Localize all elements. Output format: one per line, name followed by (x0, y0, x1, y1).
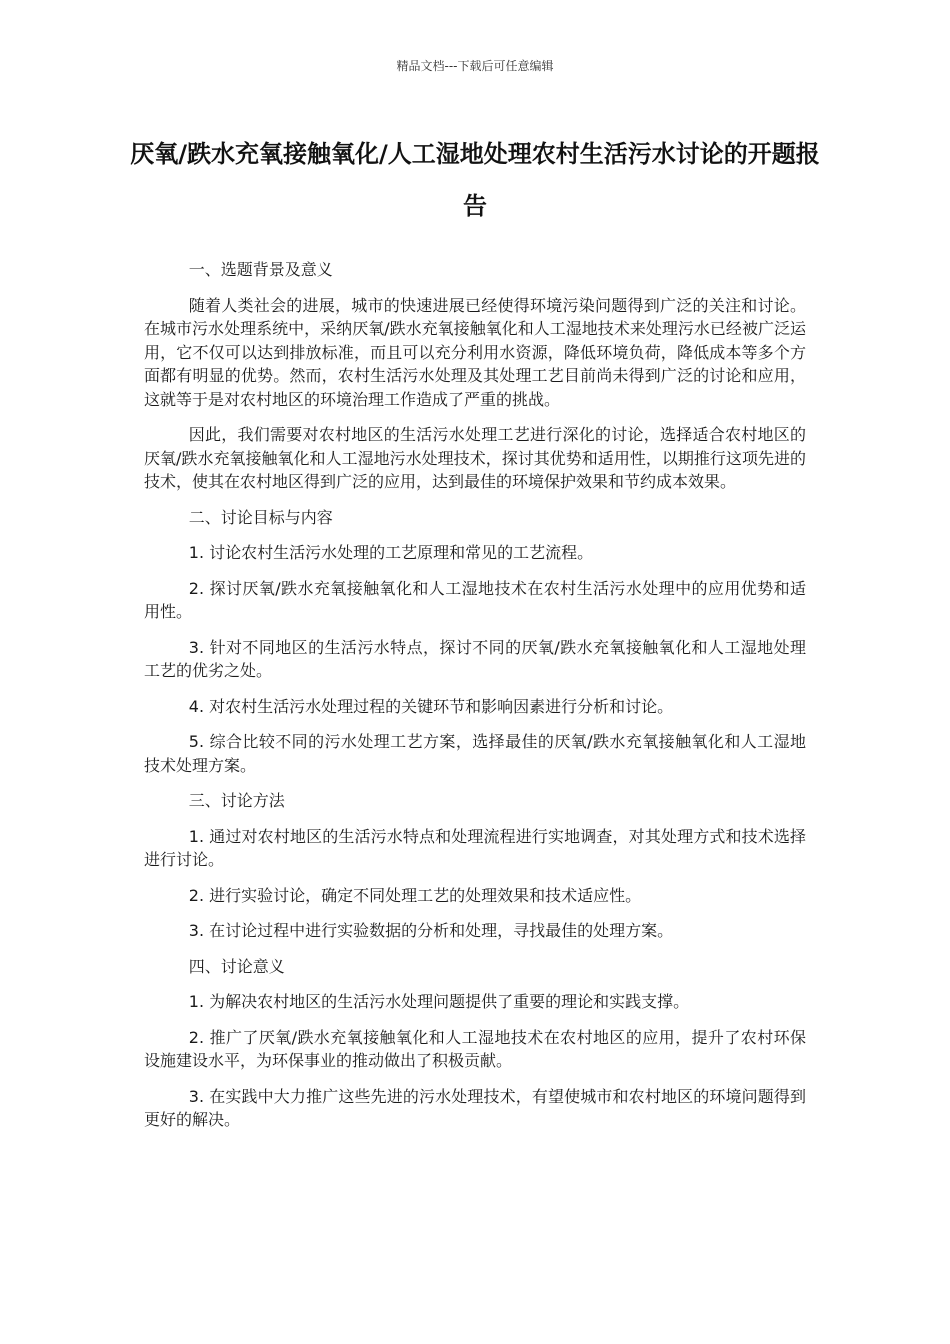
section-heading-goals: 二、讨论目标与内容 (188, 507, 333, 527)
list-item: 5. 综合比较不同的污水处理工艺方案，选择最佳的厌氧/跌水充氧接触氧化和人工湿地技术处理方案。 (144, 732, 806, 775)
list-item: 3. 针对不同地区的生活污水特点，探讨不同的厌氧/跌水充氧接触氧化和人工湿地处理工艺的优劣之处。 (144, 637, 806, 680)
list-item: 1. 为解决农村地区的生活污水处理问题提供了重要的理论和实践支撑。 (188, 992, 690, 1011)
list-item: 2. 推广了厌氧/跌水充氧接触氧化和人工湿地技术在农村地区的应用，提升了农村环保设施建设水平，为环保事业的推动做出了积极贡献。 (144, 1027, 806, 1070)
section-heading-methods: 三、讨论方法 (188, 791, 285, 810)
document-body (144, 258, 806, 1144)
list-item: 3. 在讨论过程中进行实验数据的分析和处理，寻找最佳的处理方案。 (188, 921, 674, 940)
paragraph: 随着人类社会的进展，城市的快速进展已经使得环境污染问题得到广泛的关注和讨论。在城市污水处理系统中，采纳厌氧/跌水充氧接触氧化和人工湿地技术来处理污水已经被广泛运用，它不仅可以达到排放标准，而且可以充分利用水资源，降低环境负荷，降低成本等多个方面都有明显的优势。然而，农村生活污水处理及其处理工艺目前尚未得到广泛的讨论和应用，这就等于是对农村地区的环境治理工作造成了严重的挑战。 (144, 295, 806, 409)
list-item: 1. 讨论农村生活污水处理的工艺原理和常见的工艺流程。 (188, 543, 594, 562)
list-item: 2. 进行实验讨论，确定不同处理工艺的处理效果和技术适应性。 (188, 885, 642, 905)
paragraph: 因此，我们需要对农村地区的生活污水处理工艺进行深化的讨论，选择适合农村地区的厌氧/跌水充氧接触氧化和人工湿地污水处理技术，探讨其优势和适用性，以期推行这项先进的技术，使其在农村地区得到广泛的应用，达到最佳的环境保护效果和节约成本效果。 (144, 425, 806, 491)
list-item: 2. 探讨厌氧/跌水充氧接触氧化和人工湿地技术在农村生活污水处理中的应用优势和适用性。 (144, 578, 806, 621)
page-header: 精品文档---下载后可任意编辑 (396, 59, 554, 73)
list-item: 3. 在实践中大力推广这些先进的污水处理技术，有望使城市和农村地区的环境问题得到更好的解决。 (144, 1086, 806, 1129)
document-title: 厌氧/跌水充氧接触氧化/人工湿地处理农村生活污水讨论的开题报告 (130, 140, 820, 220)
list-item: 4. 对农村生活污水处理过程的关键环节和影响因素进行分析和讨论。 (188, 696, 674, 716)
list-item: 1. 通过对农村地区的生活污水特点和处理流程进行实地调查，对其处理方式和技术选择进行讨论。 (144, 826, 806, 869)
section-heading-background: 一、选题背景及意义 (188, 260, 333, 279)
section-heading-significance: 四、讨论意义 (188, 956, 285, 976)
